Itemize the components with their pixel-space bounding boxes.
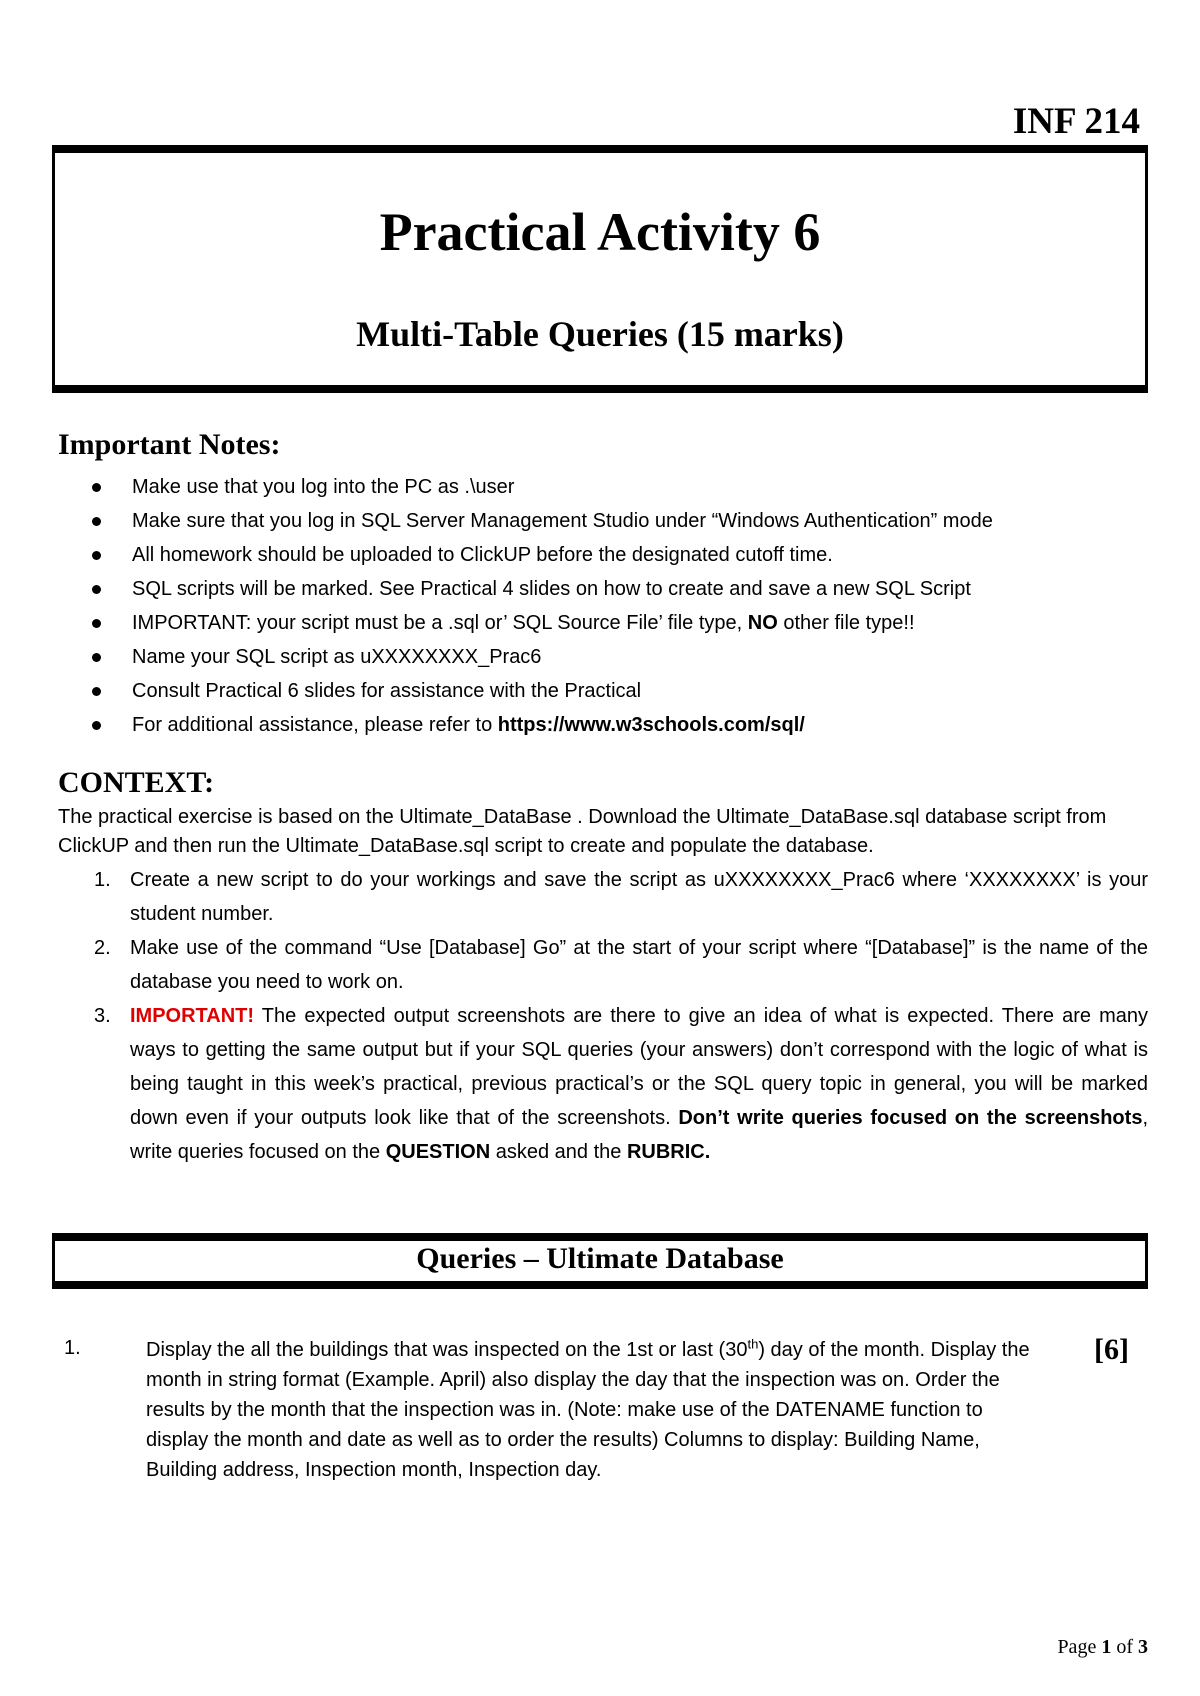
note-text: All homework should be uploaded to ClickUP before the designated cutoff time.	[132, 544, 833, 566]
bullet-icon	[92, 585, 101, 594]
list-item	[58, 931, 1148, 999]
section-title: Queries – Ultimate Database	[416, 1242, 784, 1275]
step-emphasis: QUESTION	[385, 1141, 491, 1163]
note-text: Make use that you log into the PC as .\user	[132, 476, 515, 498]
question-marks: [6]	[1094, 1333, 1129, 1366]
superscript: th	[747, 1336, 759, 1352]
question-text	[146, 1335, 1046, 1485]
context-steps	[58, 863, 1148, 1169]
title-box	[52, 145, 1148, 393]
note-text: other file type!!	[777, 612, 915, 634]
list-item	[58, 999, 1148, 1169]
list-item	[58, 470, 1138, 504]
bullet-icon	[92, 653, 101, 662]
list-item	[58, 863, 1148, 931]
list-item	[58, 538, 1138, 572]
note-emphasis: NO	[747, 612, 778, 634]
page-title: Practical Activity 6	[379, 202, 821, 262]
bullet-icon	[92, 551, 101, 560]
note-text: For additional assistance, please refer to	[132, 714, 498, 736]
step-emphasis: Don’t write queries focused on the screenshots	[678, 1107, 1143, 1129]
bullet-icon	[92, 517, 101, 526]
step-text: Make use of the command “Use [Database] Go” at the start of your script where “[Database]” is the name of the database you need to work on.	[130, 937, 1148, 993]
note-text: Name your SQL script as uXXXXXXXX_Prac6	[132, 646, 542, 668]
queries-section-header	[52, 1233, 1148, 1289]
list-item	[58, 572, 1138, 606]
w3schools-link[interactable]: https://www.w3schools.com/sql/	[497, 714, 805, 736]
current-page: 1	[1101, 1636, 1112, 1658]
page-number	[1057, 1636, 1148, 1659]
bullet-icon	[92, 687, 101, 696]
step-number: 1.	[94, 869, 111, 891]
bullet-icon	[92, 721, 101, 730]
note-text: Consult Practical 6 slides for assistance with the Practical	[132, 680, 642, 702]
step-text: Create a new script to do your workings and save the script as uXXXXXXXX_Prac6 where ‘XXXXXXXX’ is your student number.	[130, 869, 1148, 925]
important-label: IMPORTANT!	[130, 1005, 255, 1027]
list-item	[58, 674, 1138, 708]
question-number: 1.	[64, 1337, 81, 1359]
step-emphasis: RUBRIC.	[626, 1141, 711, 1163]
list-item	[58, 504, 1138, 538]
question-text-part: Display the all the buildings that was inspected on the 1st or last (30	[146, 1339, 748, 1361]
note-text: SQL scripts will be marked. See Practical 4 slides on how to create and save a new SQL Script	[132, 578, 971, 600]
list-item	[58, 708, 1138, 742]
note-text: IMPORTANT: your script must be a .sql or’ SQL Source File’ file type,	[132, 612, 748, 634]
bullet-icon	[92, 619, 101, 628]
bullet-icon	[92, 483, 101, 492]
question-text-part: ) day of the month. Display the month in string format (Example. April) also display the day that the inspection was on. Order the results by the month that the inspection was in. (Note: make use of the DATENAME function to display the month and date as well as to order the results) Columns to display: Building Name, Building address, Inspection month, Inspection day.	[146, 1339, 1030, 1481]
context-intro: The practical exercise is based on the Ultimate_DataBase . Download the Ultimate_DataBase.sql database script from ClickUP and then run the Ultimate_DataBase.sql script to create and populate the database.	[58, 806, 1107, 857]
course-code: INF 214	[1012, 101, 1140, 142]
important-notes-heading: Important Notes:	[58, 428, 281, 461]
important-notes-list	[58, 470, 1138, 742]
list-item	[58, 606, 1138, 640]
page-label: Page	[1057, 1636, 1102, 1658]
context-heading: CONTEXT:	[58, 766, 215, 799]
total-pages: 3	[1138, 1636, 1148, 1658]
step-text: , write queries focused on the	[130, 1107, 1148, 1163]
step-text: The expected output screenshots are there to give an idea of what is expected. There are many ways to getting the same output but if your SQL queries (your answers) don’t correspond with the logic of what is being taught in this week’s practical, previous practical’s or the SQL query topic in general, you will be marked down even if your outputs look like that of the screenshots.	[130, 1005, 1148, 1129]
note-text: Make sure that you log in SQL Server Management Studio under “Windows Authentication” mode	[132, 510, 993, 532]
list-item	[58, 640, 1138, 674]
page-of: of	[1111, 1636, 1138, 1658]
page-subtitle: Multi-Table Queries (15 marks)	[356, 314, 844, 354]
step-number: 2.	[94, 937, 111, 959]
step-number: 3.	[94, 1005, 111, 1027]
step-text: asked and the	[490, 1141, 627, 1163]
